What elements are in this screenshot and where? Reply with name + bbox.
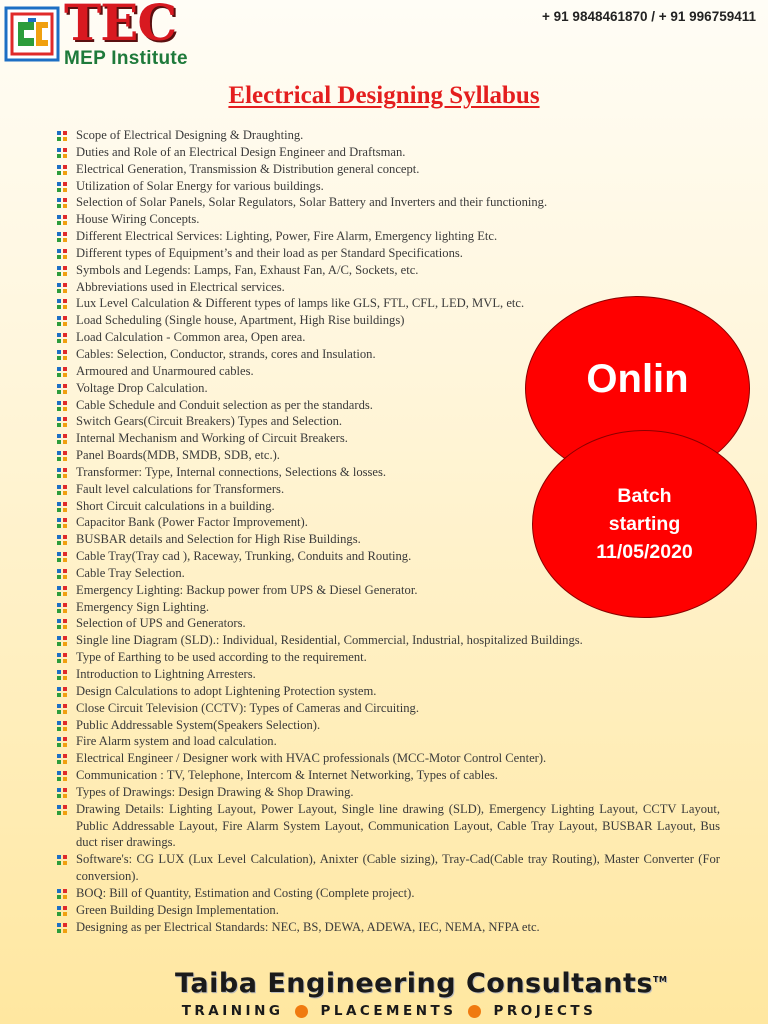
bullet-icon (57, 434, 67, 444)
bullet-icon (57, 569, 67, 579)
bullet-icon (57, 198, 67, 208)
syllabus-item-text: Switch Gears(Circuit Breakers) Types and Selection. (76, 414, 343, 429)
syllabus-item-text: Symbols and Legends: Lamps, Fan, Exhaust Fan, A/C, Sockets, etc. (76, 262, 419, 277)
bullet-icon (57, 923, 67, 933)
phone-numbers: + 91 9848461870 / + 91 996759411 (542, 9, 756, 24)
bullet-icon (57, 283, 67, 293)
bullet-icon (57, 148, 67, 158)
syllabus-item (57, 666, 720, 683)
bullet-icon (57, 266, 67, 276)
bullet-icon (57, 754, 67, 764)
bullet-icon (57, 350, 67, 360)
syllabus-item (57, 784, 720, 801)
bullet-icon (57, 182, 67, 192)
syllabus-item (57, 683, 720, 700)
bullet-icon (57, 619, 67, 629)
syllabus-item-text: Drawing Details: Lighting Layout, Power Layout, Single line drawing (SLD), Emergency Lighting Layout, CCTV Layout, Public Addressable Layout, Fire Alarm System Layout, Communication Layout, Cable Tray Layout, BUSBAR Layout, Bus duct riser drawings. (76, 801, 720, 850)
syllabus-item-text: Single line Diagram (SLD).: Individual, Residential, Commercial, Industrial, hospitalized Buildings. (76, 633, 583, 648)
syllabus-item-text: Emergency Sign Lighting. (76, 599, 210, 614)
syllabus-item-text: Load Calculation - Common area, Open area. (76, 330, 306, 345)
syllabus-item-text: Voltage Drop Calculation. (76, 380, 208, 395)
syllabus-item-text: House Wiring Concepts. (76, 212, 200, 227)
syllabus-item-text: Armoured and Unarmoured cables. (76, 363, 254, 378)
tag-projects: PROJECTS (493, 1003, 597, 1019)
brand-subtitle: MEP Institute (64, 48, 188, 69)
dot-icon (468, 1005, 481, 1018)
syllabus-item-text: Transformer: Type, Internal connections, Selections & losses. (76, 464, 387, 479)
syllabus-item (57, 767, 720, 784)
bullet-icon (57, 670, 67, 680)
bullet-icon (57, 333, 67, 343)
bullet-icon (57, 771, 67, 781)
bullet-icon (57, 552, 67, 562)
syllabus-item (57, 178, 720, 195)
syllabus-item (57, 127, 720, 144)
syllabus-item-text: Cable Schedule and Conduit selection as per the standards. (76, 397, 373, 412)
syllabus-item (57, 615, 720, 632)
syllabus-item-text: Fault level calculations for Transformers. (76, 481, 285, 496)
bullet-icon (57, 518, 67, 528)
bullet-icon (57, 805, 67, 815)
bullet-icon (57, 788, 67, 798)
syllabus-item-text: Electrical Generation, Transmission & Distribution general concept. (76, 161, 420, 176)
syllabus-item (57, 279, 720, 296)
syllabus-item (57, 194, 720, 211)
bullet-icon (57, 704, 67, 714)
dot-icon (295, 1005, 308, 1018)
syllabus-item-text: Load Scheduling (Single house, Apartment, High Rise buildings) (76, 313, 405, 328)
syllabus-item (57, 717, 720, 734)
syllabus-item (57, 919, 720, 936)
syllabus-item-text: Designing as per Electrical Standards: NEC, BS, DEWA, ADEWA, IEC, NEMA, NFPA etc. (76, 919, 540, 934)
brand (64, 0, 188, 70)
bullet-icon (57, 299, 67, 309)
bullet-icon (57, 468, 67, 478)
syllabus-item (57, 161, 720, 178)
syllabus-item-text: Panel Boards(MDB, SMDB, SDB, etc.). (76, 448, 280, 463)
syllabus-item (57, 851, 720, 885)
syllabus-item-text: Cables: Selection, Conductor, strands, cores and Insulation. (76, 346, 376, 361)
syllabus-item-text: Public Addressable System(Speakers Selection). (76, 717, 321, 732)
syllabus-item (57, 211, 720, 228)
syllabus-item (57, 700, 720, 717)
syllabus-item (57, 262, 720, 279)
syllabus-item-text: Close Circuit Television (CCTV): Types of Cameras and Circuiting. (76, 700, 420, 715)
footer-tagline (175, 1003, 603, 1019)
batch-date: 11/05/2020 (596, 541, 693, 563)
batch-badge (532, 430, 757, 618)
syllabus-item (57, 885, 720, 902)
bullet-icon (57, 451, 67, 461)
bullet-icon (57, 855, 67, 865)
syllabus-item-text: Software's: CG LUX (Lux Level Calculation), Anixter (Cable sizing), Tray-Cad(Cable tray Routing), Master Converter (For conversion). (76, 852, 720, 884)
batch-line-1: Batch (617, 485, 672, 507)
syllabus-item-text: Different Electrical Services: Lighting, Power, Fire Alarm, Emergency lighting Etc. (76, 229, 498, 244)
bullet-icon (57, 316, 67, 326)
syllabus-item-text: Different types of Equipment’s and their load as per Standard Specifications. (76, 245, 463, 260)
bullet-icon (57, 737, 67, 747)
syllabus-item-text: Lux Level Calculation & Different types of lamps like GLS, FTL, CFL, LED, MVL, etc. (76, 296, 525, 311)
syllabus-item-text: Emergency Lighting: Backup power from UPS & Diesel Generator. (76, 582, 418, 597)
trademark: TM (652, 975, 668, 984)
tag-training: TRAINING (181, 1003, 284, 1019)
company-name (175, 964, 668, 1000)
bullet-icon (57, 401, 67, 411)
syllabus-item-text: Introduction to Lightning Arresters. (76, 667, 256, 681)
bullet-icon (57, 586, 67, 596)
syllabus-item (57, 733, 720, 750)
syllabus-item (57, 632, 720, 649)
bullet-icon (57, 384, 67, 394)
bullet-icon (57, 249, 67, 259)
syllabus-item-text: Cable Tray(Tray cad ), Raceway, Trunking, Conduits and Routing. (76, 549, 412, 564)
bullet-icon (57, 906, 67, 916)
syllabus-item-text: Type of Earthing to be used according to the requirement. (76, 650, 367, 665)
bullet-icon (57, 721, 67, 731)
bullet-icon (57, 367, 67, 377)
batch-line-2: starting (608, 513, 681, 535)
bullet-icon (57, 502, 67, 512)
syllabus-item-text: Selection of Solar Panels, Solar Regulators, Solar Battery and Inverters and their functioning. (76, 195, 548, 210)
syllabus-item (57, 144, 720, 161)
company-name-text: Taiba Engineering Consultants (175, 968, 653, 999)
syllabus-item-text: Green Building Design Implementation. (76, 902, 279, 917)
bullet-icon (57, 131, 67, 141)
syllabus-item-text: BUSBAR details and Selection for High Rise Buildings. (76, 532, 361, 547)
bullet-icon (57, 215, 67, 225)
bullet-icon (57, 485, 67, 495)
syllabus-item-text: Fire Alarm system and load calculation. (76, 734, 277, 749)
page-title: Electrical Designing Syllabus (228, 82, 540, 109)
syllabus-item-text: Abbreviations used in Electrical services. (76, 279, 285, 294)
syllabus-item (57, 228, 720, 245)
syllabus-item-text: Communication : TV, Telephone, Intercom & Internet Networking, Types of cables. (76, 768, 498, 783)
bullet-icon (57, 165, 67, 175)
syllabus-item-text: Scope of Electrical Designing & Draughting. (76, 128, 304, 142)
syllabus-item (57, 649, 720, 666)
syllabus-item-text: Capacitor Bank (Power Factor Improvement). (76, 515, 308, 530)
tec-logo-icon (4, 4, 60, 64)
syllabus-item-text: Duties and Role of an Electrical Design Engineer and Draftsman. (76, 144, 406, 159)
syllabus-item-text: Selection of UPS and Generators. (76, 616, 246, 631)
syllabus-item (57, 902, 720, 919)
syllabus-item-text: Internal Mechanism and Working of Circuit Breakers. (76, 431, 348, 446)
syllabus-item (57, 801, 720, 852)
bullet-icon (57, 603, 67, 613)
syllabus-item-text: BOQ: Bill of Quantity, Estimation and Costing (Complete project). (76, 885, 415, 900)
syllabus-item (57, 750, 720, 767)
bullet-icon (57, 535, 67, 545)
bullet-icon (57, 636, 67, 646)
syllabus-item-text: Electrical Engineer / Designer work with HVAC professionals (MCC-Motor Control Center). (76, 751, 547, 766)
online-label: Onlin (586, 357, 689, 401)
bullet-icon (57, 232, 67, 242)
bullet-icon (57, 417, 67, 427)
syllabus-item-text: Cable Tray Selection. (76, 565, 185, 580)
syllabus-item-text: Types of Drawings: Design Drawing & Shop Drawing. (76, 784, 354, 799)
syllabus-item (57, 245, 720, 262)
tag-placements: PLACEMENTS (320, 1003, 457, 1019)
syllabus-item-text: Utilization of Solar Energy for various buildings. (76, 178, 324, 193)
bullet-icon (57, 889, 67, 899)
bullet-icon (57, 687, 67, 697)
bullet-icon (57, 653, 67, 663)
syllabus-item-text: Design Calculations to adopt Lightening Protection system. (76, 683, 377, 698)
footer-logo (175, 964, 668, 1019)
brand-name: TEC (64, 0, 177, 52)
syllabus-item-text: Short Circuit calculations in a building. (76, 498, 275, 513)
